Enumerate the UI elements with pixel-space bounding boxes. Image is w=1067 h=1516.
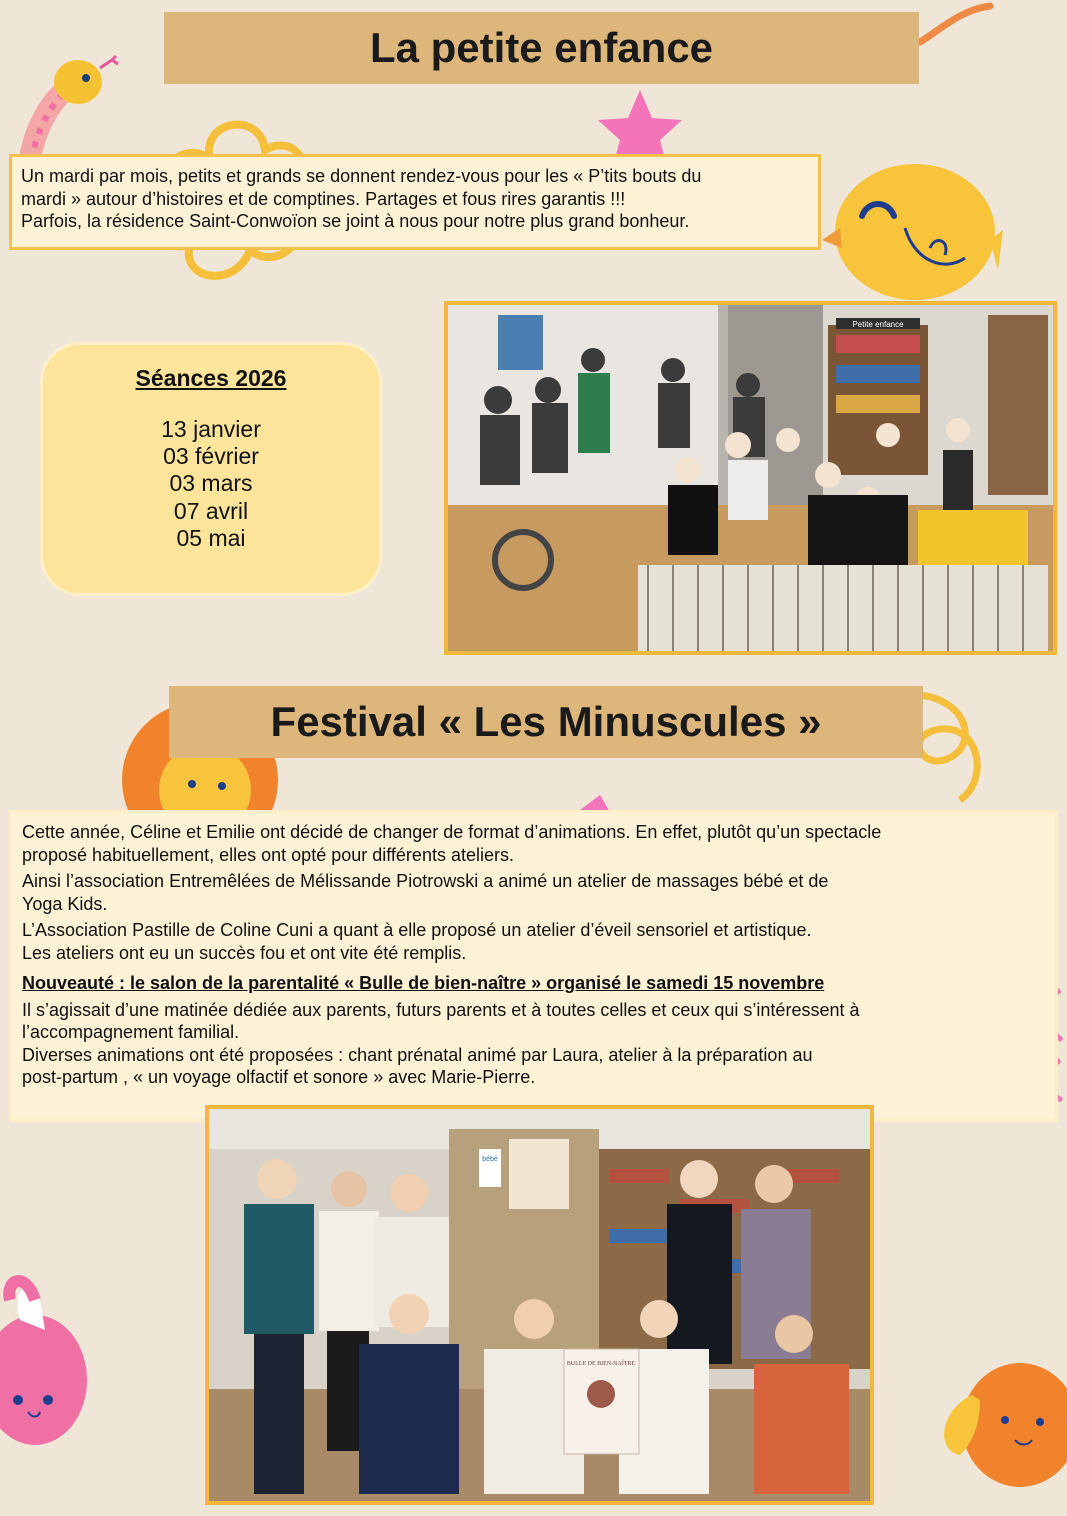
nouveaute-line: Il s’agissait d’une matinée dédiée aux parents, futurs parents et à toutes celles et ceux qui s’intéressent à xyxy=(22,999,860,1020)
section-title-text: La petite enfance xyxy=(369,24,714,71)
photo-storytime-illustration xyxy=(448,305,1053,651)
seance-date: 03 février xyxy=(163,443,259,470)
nouveaute-heading: Nouveauté : le salon de la parentalité « Bulle de bien-naître » organisé le samedi 15 novembre xyxy=(22,973,825,993)
dog-icon xyxy=(944,1363,1067,1487)
section-title-petite-enfance xyxy=(164,12,919,84)
festival-line: L’Association Pastille de Coline Cuni a quant à elle proposé un atelier d’éveil sensoriel et artistique. xyxy=(22,920,812,940)
nouveaute-line: Diverses animations ont été proposées : chant prénatal animé par Laura, atelier à la préparation au xyxy=(22,1044,813,1065)
festival-line: proposé habituellement, elles ont opté pour différents ateliers. xyxy=(22,844,514,865)
festival-line: Ainsi l’association Entremêlées de Mélissande Piotrowski a animé un atelier de massages bébé et de xyxy=(22,871,829,891)
festival-textbox xyxy=(9,810,1058,1122)
photo-group-illustration xyxy=(209,1109,870,1501)
seance-date: 03 mars xyxy=(169,470,253,497)
section-title-text: Festival « Les Minuscules » xyxy=(270,698,822,745)
festival-line: Yoga Kids. xyxy=(22,893,108,914)
intro-line: Un mardi par mois, petits et grands se donnent rendez-vous pour les « P’tits bouts du xyxy=(21,166,702,186)
photo-group xyxy=(205,1105,874,1505)
squiggle-decoration xyxy=(920,6,990,42)
bird-icon xyxy=(822,164,1003,300)
bunny-icon xyxy=(0,1281,87,1445)
intro-line: Parfois, la résidence Saint-Conwoïon se joint à nous pour notre plus grand bonheur. xyxy=(21,211,690,231)
seance-date: 07 avril xyxy=(173,497,249,524)
intro-textbox xyxy=(9,154,821,250)
nouveaute-line: post-partum , « un voyage olfactif et sonore » avec Marie-Pierre. xyxy=(22,1067,536,1087)
photo-storytime xyxy=(444,301,1057,655)
festival-line: Les ateliers ont eu un succès fou et ont vite été remplis. xyxy=(22,942,467,963)
seances-heading: Séances 2026 xyxy=(135,365,287,391)
seances-dates xyxy=(43,416,379,552)
poster-text: BULLE DE BIEN-NAÎTRE xyxy=(566,1361,636,1367)
photo-sign-text: Petite enfance xyxy=(852,320,904,329)
intro-line: mardi » autour d’histoires et de comptines. Partages et fous rires garantis !!! xyxy=(21,188,626,209)
nouveaute-line: l’accompagnement familial. xyxy=(22,1022,240,1042)
seances-box xyxy=(40,342,382,596)
seance-date: 13 janvier xyxy=(161,416,261,442)
festival-line: Cette année, Céline et Emilie ont décidé de changer de format d’animations. En effet, plutôt qu’un spectacle xyxy=(22,822,882,842)
section-title-minuscules xyxy=(169,686,923,758)
book-sign-text: bébé xyxy=(482,1156,498,1163)
seance-date: 05 mai xyxy=(176,524,246,551)
